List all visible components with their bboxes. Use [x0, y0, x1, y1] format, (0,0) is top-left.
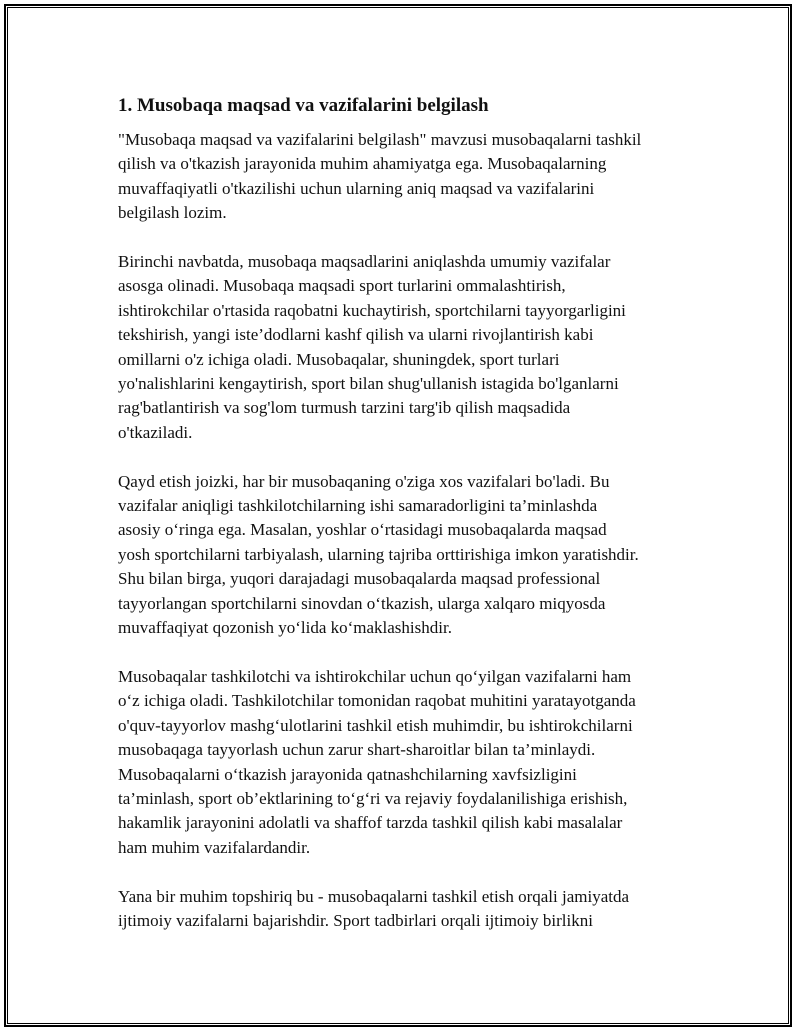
text-line: Qayd etish joizki, har bir musobaqaning o'ziga xos vazifalari bo'ladi. Bu — [118, 471, 610, 491]
text-line: asosga olinadi. Musobaqa maqsadi sport turlarini ommalashtirish, — [118, 276, 566, 296]
text-line: ham muhim vazifalardandir. — [118, 837, 311, 857]
text-line: ta’minlash, sport ob’ektlarining toʻgʻri va rejaviy foydalanilishiga erishish, — [118, 788, 628, 808]
text-line: Musobaqalarni oʻtkazish jarayonida qatnashchilarning xavfsizligini — [118, 764, 577, 784]
text-line: muvaffaqiyatli o'tkazilishi uchun ularning aniq maqsad va vazifalarini — [118, 178, 595, 198]
text-line: Birinchi navbatda, musobaqa maqsadlarini aniqlashda umumiy vazifalar — [118, 252, 611, 272]
text-line: Yana bir muhim topshiriq bu - musobaqalarni tashkil etish orqali jamiyatda — [118, 886, 630, 906]
text-line: o'quv-tayyorlov mashgʻulotlarini tashkil etish muhimdir, bu ishtirokchilarni — [118, 715, 633, 735]
text-line: hakamlik jarayonini adolatli va shaffof tarzda tashkil qilish kabi masalalar — [118, 813, 623, 833]
text-line: Shu bilan birga, yuqori darajadagi musobaqalarda maqsad professional — [118, 569, 601, 589]
text-line: oʻz ichiga oladi. Tashkilotchilar tomonidan raqobat muhitini yaratayotganda — [118, 691, 636, 711]
text-line: "Musobaqa maqsad va vazifalarini belgilash" mavzusi musobaqalarni tashkil — [118, 130, 642, 149]
paragraph-social — [118, 885, 688, 934]
text-line: yo'nalishlarini kengaytirish, sport bilan shug'ullanish istagida bo'lganlarni — [118, 374, 619, 394]
text-line: tayyorlangan sportchilarni sinovdan oʻtkazish, ularga xalqaro miqyosda — [118, 593, 606, 613]
paragraph-tasks — [118, 470, 688, 641]
text-line: o'tkaziladi. — [118, 422, 193, 442]
section-heading: 1. Musobaqa maqsad va vazifalarini belgilash — [118, 95, 489, 116]
paragraph-intro — [118, 128, 688, 226]
text-line: vazifalar aniqligi tashkilotchilarning ishi samaradorligini ta’minlashda — [118, 496, 598, 516]
text-line: tekshirish, yangi iste’dodlarni kashf qilish va ularni rivojlantirish kabi — [118, 325, 594, 345]
text-line: rag'batlantirish va sog'lom turmush tarzini targ'ib qilish maqsadida — [118, 398, 571, 418]
text-line: yosh sportchilarni tarbiyalash, ularning tajriba orttirishiga imkon yaratishdir. — [118, 544, 639, 564]
document-body — [118, 92, 688, 958]
paragraph-organizers — [118, 665, 688, 860]
text-line: Musobaqalar tashkilotchi va ishtirokchilar uchun qoʻyilgan vazifalarni ham — [118, 666, 632, 686]
text-line: musobaqaga tayyorlash uchun zarur shart-sharoitlar bilan ta’minlaydi. — [118, 740, 596, 760]
text-line: omillarni o'z ichiga oladi. Musobaqalar, shuningdek, sport turlari — [118, 349, 560, 369]
paragraph-goals — [118, 250, 688, 445]
text-line: asosiy oʻringa ega. Masalan, yoshlar oʻrtasidagi musobaqalarda maqsad — [118, 520, 607, 540]
text-line: muvaffaqiyat qozonish yoʻlida koʻmaklashishdir. — [118, 618, 452, 638]
text-line: belgilash lozim. — [118, 203, 227, 223]
text-line: qilish va o'tkazish jarayonida muhim ahamiyatga ega. Musobaqalarning — [118, 154, 607, 174]
text-line: ishtirokchilar o'rtasida raqobatni kuchaytirish, sportchilarni tayyorgarligini — [118, 300, 626, 320]
text-line: ijtimoiy vazifalarni bajarishdir. Sport tadbirlari orqali ijtimoiy birlikni — [118, 910, 593, 930]
